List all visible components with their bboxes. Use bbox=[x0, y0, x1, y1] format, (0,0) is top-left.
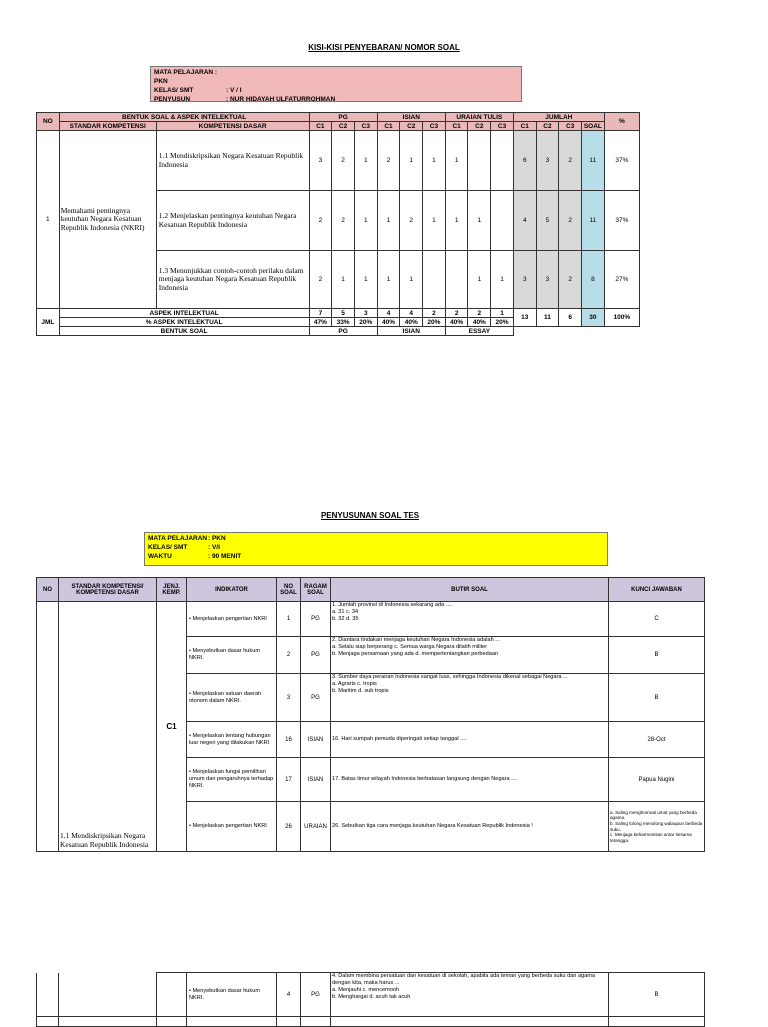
kisi-table bbox=[36, 112, 640, 336]
butir-soal: 4. Dalam membina persatuan dan kesatuan di sekolah, apabila ada teman yang berbeda suku dan agama dengan kita, maka harus ... a. Menjauhi c. mencemooh b. Menghargai d. acuh tak acuh bbox=[331, 973, 609, 1017]
kisi-title: KISI-KISI PENYEBARAN/ NOMOR SOAL bbox=[308, 43, 460, 52]
cell: 6 bbox=[513, 131, 536, 191]
aspek-label: ASPEK INTELEKTUAL bbox=[59, 309, 309, 318]
cell: 1 bbox=[423, 131, 446, 191]
kompetensi-dasar: 1.3 Menunjukkan contoh-contoh perilaku dalam menjaga keutuhan Negara Kesatuan Republik Indonesia bbox=[156, 251, 309, 309]
penyusunan-title: PENYUSUNAN SOAL TES bbox=[320, 511, 420, 520]
kunci-jawaban: C bbox=[609, 602, 705, 637]
header-isian: ISIAN bbox=[377, 113, 445, 122]
cell: 2 bbox=[332, 191, 355, 251]
jml-label: JML bbox=[37, 309, 60, 336]
ragam: PG bbox=[301, 602, 331, 637]
row-no bbox=[37, 602, 59, 852]
ragam: ISIAN bbox=[301, 758, 331, 802]
ragam: PG bbox=[301, 973, 331, 1017]
indikator: • Menjelaskan pengertian NKRI bbox=[187, 602, 277, 637]
pct-cell: 47% bbox=[309, 318, 332, 327]
header-no: NO bbox=[37, 113, 60, 131]
no-soal: 4 bbox=[277, 973, 301, 1017]
header-kunci: KUNCI JAWABAN bbox=[609, 578, 705, 602]
empty-cell bbox=[187, 1017, 277, 1027]
cell: 2 bbox=[332, 131, 355, 191]
aspek-cell: 2 bbox=[445, 309, 468, 318]
indikator: • Menyebutkan dasar hukum NKRI. bbox=[187, 973, 277, 1017]
empty-cell bbox=[37, 1017, 59, 1027]
penyusunan-table bbox=[36, 577, 705, 852]
header-c1: C1 bbox=[309, 122, 332, 131]
no-soal: 3 bbox=[277, 674, 301, 722]
cell bbox=[491, 191, 514, 251]
cell: 4 bbox=[513, 191, 536, 251]
kunci-jawaban: a. Saling menghormati umat yang berbeda agama. b. Saling tolong menolong walaupun berbeda suku. c. Menjaga keharmonisan antar sesama tetangga. bbox=[609, 802, 705, 852]
bentuk-cell: ISIAN bbox=[377, 327, 445, 336]
header-pct: % bbox=[604, 113, 639, 131]
cell bbox=[491, 131, 514, 191]
cell: 2 bbox=[400, 191, 423, 251]
cell bbox=[468, 131, 491, 191]
empty-cell bbox=[301, 1017, 331, 1027]
info-row bbox=[148, 543, 604, 552]
butir-soal: 2. Diantara tindakan menjaga keutuhan Negara Indonesia adalah ... a. Selalu siap berperang c. Semua warga Negara dilatih militer b. Menjaga persamaan yang ada d. mempertentangkan perbedaan bbox=[331, 637, 609, 674]
cell: 1 bbox=[445, 191, 468, 251]
bentuk-cell: PG bbox=[309, 327, 377, 336]
info-key: PENYUSUN bbox=[154, 96, 191, 103]
aspek-cell: 7 bbox=[309, 309, 332, 318]
cell: 2 bbox=[309, 191, 332, 251]
no-soal: 2 bbox=[277, 637, 301, 674]
table-row bbox=[37, 973, 705, 1017]
butir-soal: 26. Sebutkan tiga cara menjaga keutuhan Negara Kesatuan Republik Indonesia ! bbox=[331, 802, 609, 852]
cell: 2 bbox=[559, 191, 582, 251]
ragam: ISIAN bbox=[301, 722, 331, 758]
no-soal: 17 bbox=[277, 758, 301, 802]
header-jenj: JENJ. KEMP. bbox=[157, 578, 187, 602]
aspek-cell: 3 bbox=[354, 309, 377, 318]
info-row bbox=[148, 552, 604, 561]
empty-cell bbox=[513, 327, 639, 336]
info-value: : V/I bbox=[208, 544, 220, 551]
header-no: NO bbox=[37, 578, 59, 602]
cell: 1 bbox=[377, 191, 400, 251]
cell: 1 bbox=[423, 191, 446, 251]
cell: 1 bbox=[354, 251, 377, 309]
empty-cell bbox=[331, 1017, 609, 1027]
info-row bbox=[154, 95, 518, 104]
ragam: PG bbox=[301, 637, 331, 674]
table-row bbox=[37, 131, 640, 191]
info-key: MATA PELAJARAN bbox=[148, 535, 208, 542]
pct-cell: 40% bbox=[377, 318, 400, 327]
cell: 5 bbox=[536, 191, 559, 251]
header-indikator: INDIKATOR bbox=[187, 578, 277, 602]
cell: 1 bbox=[332, 251, 355, 309]
cell: 1 bbox=[400, 131, 423, 191]
aspek-cell: 4 bbox=[400, 309, 423, 318]
cell: 1 bbox=[468, 251, 491, 309]
info-value: : PKN bbox=[208, 535, 226, 542]
total-cell: 30 bbox=[582, 309, 605, 327]
header-c1: C1 bbox=[377, 122, 400, 131]
jenjang: C1 bbox=[157, 602, 187, 852]
total-cell: 6 bbox=[559, 309, 582, 327]
penyusunan-info-box bbox=[144, 532, 608, 566]
header-c2: C2 bbox=[468, 122, 491, 131]
cell bbox=[423, 251, 446, 309]
info-value: : 90 MENIT bbox=[208, 553, 242, 560]
cell: 27% bbox=[604, 251, 639, 309]
cell: 1 bbox=[354, 131, 377, 191]
butir-soal: 17. Batas timur wilayah Indonesia berbatasan langsung dengan Negara .... bbox=[331, 758, 609, 802]
empty-cell bbox=[157, 1017, 187, 1027]
cell: 2 bbox=[309, 251, 332, 309]
pct-cell: 20% bbox=[423, 318, 446, 327]
kunci-jawaban: B bbox=[609, 973, 705, 1017]
indikator: • Menyebutkan dasar hukum NKRI. bbox=[187, 637, 277, 674]
jenjang bbox=[157, 973, 187, 1017]
header-ragam: RAGAM SOAL bbox=[301, 578, 331, 602]
header-c2: C2 bbox=[536, 122, 559, 131]
no-soal: 26 bbox=[277, 802, 301, 852]
header-sk: STANDAR KOMPETENSI/ KOMPETENSI DASAR bbox=[59, 578, 157, 602]
standar-kompetensi: Memahami pentingnya keutuhan Negara Kesatuan Republik Indonesia (NKRI) bbox=[59, 131, 156, 309]
header-c3: C3 bbox=[559, 122, 582, 131]
cell: 2 bbox=[559, 251, 582, 309]
butir-soal: 16. Hari sumpah pemuda diperingati setiap tanggal .... bbox=[331, 722, 609, 758]
penyusunan-table-page2 bbox=[36, 972, 705, 1027]
kompetensi-dasar: 1.2 Menjelaskan pentingnya keutuhan Negara Kesatuan Republik Indonesia bbox=[156, 191, 309, 251]
info-row bbox=[154, 68, 518, 86]
header-c3: C3 bbox=[491, 122, 514, 131]
kunci-jawaban: Papua Nugini bbox=[609, 758, 705, 802]
header-jumlah: JUMLAH bbox=[513, 113, 604, 122]
cell: 3 bbox=[513, 251, 536, 309]
cell: 11 bbox=[582, 191, 605, 251]
kisi-info-box bbox=[150, 66, 522, 102]
info-row bbox=[154, 86, 518, 95]
ragam: URAIAN bbox=[301, 802, 331, 852]
pct-label: % ASPEK INTELEKTUAL bbox=[59, 318, 309, 327]
total-cell: 11 bbox=[536, 309, 559, 327]
cell: 1 bbox=[400, 251, 423, 309]
header-c2: C2 bbox=[332, 122, 355, 131]
kunci-jawaban: B bbox=[609, 674, 705, 722]
cell: 1 bbox=[377, 251, 400, 309]
kunci-jawaban: 28-Oct bbox=[609, 722, 705, 758]
cell: 2 bbox=[559, 131, 582, 191]
ragam: PG bbox=[301, 674, 331, 722]
info-key: KELAS/ SMT bbox=[154, 87, 194, 94]
cell: 37% bbox=[604, 191, 639, 251]
aspek-cell: 2 bbox=[468, 309, 491, 318]
info-key: MATA PELAJARAN : PKN bbox=[154, 69, 218, 85]
indikator: • Menjelaskan pengertian NKRI bbox=[187, 802, 277, 852]
header-uraian: URAIAN TULIS bbox=[445, 113, 513, 122]
kompetensi-dasar: 1.1 Mendiskripsikan Negara Kesatuan Republik Indonesia bbox=[156, 131, 309, 191]
pct-cell: 20% bbox=[491, 318, 514, 327]
cell: 1 bbox=[468, 191, 491, 251]
indikator: • Menjelaskan tentang hubungan luar negeri yang dilakukan NKRI bbox=[187, 722, 277, 758]
kompetensi-dasar: 1.1 Mendiskripsikan Negara Kesatuan Republik Indonesia bbox=[59, 602, 157, 852]
aspek-cell: 5 bbox=[332, 309, 355, 318]
info-value: : V / I bbox=[226, 87, 242, 94]
info-key: KELAS/ SMT bbox=[148, 544, 188, 551]
info-value: : NUR HIDAYAH ULFATURROHMAN bbox=[226, 96, 336, 103]
pct-cell: 40% bbox=[468, 318, 491, 327]
indikator: • Menjelaskan fungsi pemilihan umum dan pengaruhnya terhadap NKRI. bbox=[187, 758, 277, 802]
bentuk-label: BENTUK SOAL bbox=[59, 327, 309, 336]
row-no bbox=[37, 973, 59, 1017]
aspek-cell: 1 bbox=[491, 309, 514, 318]
no-soal: 1 bbox=[277, 602, 301, 637]
aspek-cell: 2 bbox=[423, 309, 446, 318]
indikator: • Menjelaskan satuan daerah otonom dalam NKRI. bbox=[187, 674, 277, 722]
header-bentuk-aspek: BENTUK SOAL & ASPEK INTELEKTUAL bbox=[59, 113, 309, 122]
info-row bbox=[148, 534, 604, 543]
cell: 3 bbox=[536, 131, 559, 191]
pct-cell: 33% bbox=[332, 318, 355, 327]
header-pg: PG bbox=[309, 113, 377, 122]
cell: 8 bbox=[582, 251, 605, 309]
bentuk-cell: ESSAY bbox=[445, 327, 513, 336]
cell: 1 bbox=[354, 191, 377, 251]
aspek-cell: 4 bbox=[377, 309, 400, 318]
kunci-jawaban: B bbox=[609, 637, 705, 674]
total-cell: 100% bbox=[604, 309, 639, 327]
pct-cell: 20% bbox=[354, 318, 377, 327]
cell: 11 bbox=[582, 131, 605, 191]
info-key: WAKTU bbox=[148, 553, 172, 560]
pct-cell: 40% bbox=[400, 318, 423, 327]
header-butir: BUTIR SOAL bbox=[331, 578, 609, 602]
cell: 3 bbox=[309, 131, 332, 191]
cell: 37% bbox=[604, 131, 639, 191]
header-kd: KOMPETENSI DASAR bbox=[156, 122, 309, 131]
header-c1: C1 bbox=[513, 122, 536, 131]
header-c3: C3 bbox=[423, 122, 446, 131]
cell: 1 bbox=[491, 251, 514, 309]
no-soal: 16 bbox=[277, 722, 301, 758]
empty-cell bbox=[609, 1017, 705, 1027]
empty-cell bbox=[277, 1017, 301, 1027]
cell: 1 bbox=[445, 131, 468, 191]
butir-soal: 1. Jumlah provinsi di Indonesia sekarang ada .... a. 31 c. 34 b. 32 d. 35 bbox=[331, 602, 609, 637]
header-soal: SOAL bbox=[582, 122, 605, 131]
cell: 2 bbox=[377, 131, 400, 191]
pct-cell: 40% bbox=[445, 318, 468, 327]
header-c2: C2 bbox=[400, 122, 423, 131]
header-no-soal: NO SOAL bbox=[277, 578, 301, 602]
total-cell: 13 bbox=[513, 309, 536, 327]
empty-cell bbox=[59, 1017, 157, 1027]
header-sk: STANDAR KOMPETENSI bbox=[59, 122, 156, 131]
row-no: 1 bbox=[37, 131, 60, 309]
table-row bbox=[37, 602, 705, 637]
cell: 3 bbox=[536, 251, 559, 309]
kompetensi-dasar bbox=[59, 973, 157, 1017]
butir-soal: 3. Sumber daya perairan Indonesia sangat luas, sehingga Indonesia dikenal sebagai Negara ... a. Agraris c. tropis b. Maritim d. sub tropis bbox=[331, 674, 609, 722]
header-c1: C1 bbox=[445, 122, 468, 131]
header-c3: C3 bbox=[354, 122, 377, 131]
cell bbox=[445, 251, 468, 309]
